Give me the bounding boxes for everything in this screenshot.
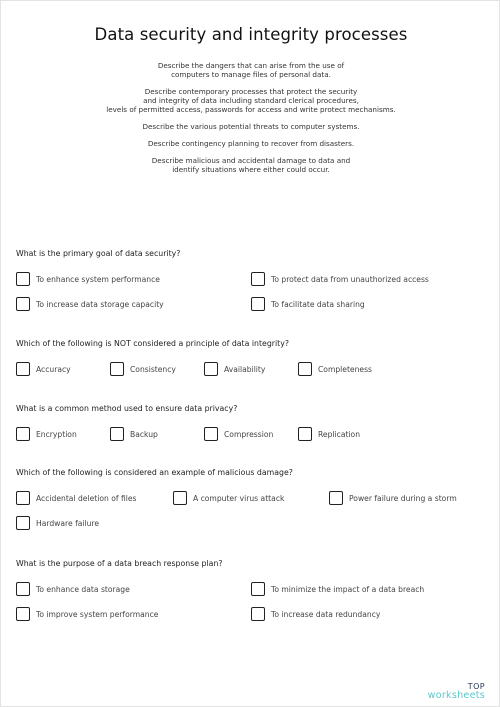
checkbox[interactable] [110, 427, 124, 441]
checkbox[interactable] [204, 362, 218, 376]
objective-item: Describe malicious and accidental damage to data and identify situations where either could occur. [151, 156, 351, 174]
objective-item: Describe the dangers that can arise from the use of computers to manage files of personal data. [157, 61, 345, 79]
checkbox[interactable] [16, 272, 30, 286]
objective-item: Describe contingency planning to recover from disasters. [147, 139, 355, 148]
option-label: Encryption [36, 429, 77, 439]
checkbox[interactable] [16, 516, 30, 530]
checkbox[interactable] [173, 491, 187, 505]
option-label: Accuracy [36, 364, 71, 374]
checkbox[interactable] [16, 607, 30, 621]
checkbox[interactable] [16, 427, 30, 441]
option-label: To minimize the impact of a data breach [271, 584, 425, 594]
question-text: What is the primary goal of data security? [16, 249, 181, 258]
question-4 [16, 468, 486, 538]
checkbox[interactable] [251, 272, 265, 286]
question-text: Which of the following is NOT considered a principle of data integrity? [16, 339, 289, 348]
logo-bottom-text: worksheets [427, 690, 485, 701]
option-label: To increase data redundancy [271, 609, 381, 619]
option-label: To enhance system performance [36, 274, 160, 284]
option-label: To protect data from unauthorized access [271, 274, 429, 284]
checkbox[interactable] [298, 427, 312, 441]
answer-option[interactable] [16, 362, 71, 376]
checkbox[interactable] [204, 427, 218, 441]
option-label: Accidental deletion of files [36, 493, 137, 503]
answer-option[interactable] [204, 427, 273, 441]
checkbox[interactable] [251, 607, 265, 621]
option-label: Consistency [130, 364, 176, 374]
question-text: Which of the following is considered an example of malicious damage? [16, 468, 293, 477]
option-label: Compression [224, 429, 274, 439]
answer-option[interactable] [251, 272, 429, 286]
answer-option[interactable] [298, 362, 372, 376]
checkbox[interactable] [110, 362, 124, 376]
answer-option[interactable] [16, 427, 77, 441]
option-label: To improve system performance [36, 609, 159, 619]
page-title: Data security and integrity processes [94, 25, 408, 44]
answer-option[interactable] [16, 607, 158, 621]
checkbox[interactable] [251, 297, 265, 311]
checkbox[interactable] [16, 491, 30, 505]
checkbox[interactable] [298, 362, 312, 376]
question-text: What is a common method used to ensure data privacy? [16, 404, 238, 413]
question-text: What is the purpose of a data breach response plan? [16, 559, 223, 568]
option-label: Backup [130, 429, 158, 439]
answer-option[interactable] [110, 427, 158, 441]
answer-option[interactable] [16, 272, 160, 286]
answer-option[interactable] [16, 582, 130, 596]
answer-option[interactable] [173, 491, 284, 505]
answer-option[interactable] [251, 607, 380, 621]
option-label: Replication [318, 429, 361, 439]
objective-item: Describe the various potential threats to computer systems. [142, 122, 360, 131]
topworksheets-logo [428, 682, 485, 700]
question-3 [16, 404, 486, 449]
answer-option[interactable] [251, 582, 424, 596]
option-label: Power failure during a storm [349, 493, 457, 503]
checkbox[interactable] [16, 297, 30, 311]
question-1 [16, 249, 486, 319]
answer-option[interactable] [16, 491, 136, 505]
option-label: To facilitate data sharing [271, 299, 365, 309]
option-label: To increase data storage capacity [36, 299, 164, 309]
answer-option[interactable] [251, 297, 365, 311]
answer-option[interactable] [298, 427, 360, 441]
objective-item: Describe contemporary processes that protect the security and integrity of data including standard clerical procedures, levels of permitted access, passwords for access and write protect mechanisms. [106, 87, 396, 114]
answer-option[interactable] [329, 491, 457, 505]
option-label: Availability [224, 364, 266, 374]
checkbox[interactable] [251, 582, 265, 596]
option-label: A computer virus attack [193, 493, 285, 503]
checkbox[interactable] [16, 582, 30, 596]
logo-top-text: TOP [467, 682, 485, 691]
checkbox[interactable] [16, 362, 30, 376]
checkbox[interactable] [329, 491, 343, 505]
question-2 [16, 339, 486, 384]
question-5 [16, 559, 486, 629]
answer-option[interactable] [110, 362, 176, 376]
option-label: Completeness [318, 364, 372, 374]
answer-option[interactable] [204, 362, 265, 376]
option-label: Hardware failure [36, 518, 100, 528]
answer-option[interactable] [16, 516, 99, 530]
answer-option[interactable] [16, 297, 164, 311]
option-label: To enhance data storage [36, 584, 130, 594]
learning-objectives [41, 61, 461, 182]
